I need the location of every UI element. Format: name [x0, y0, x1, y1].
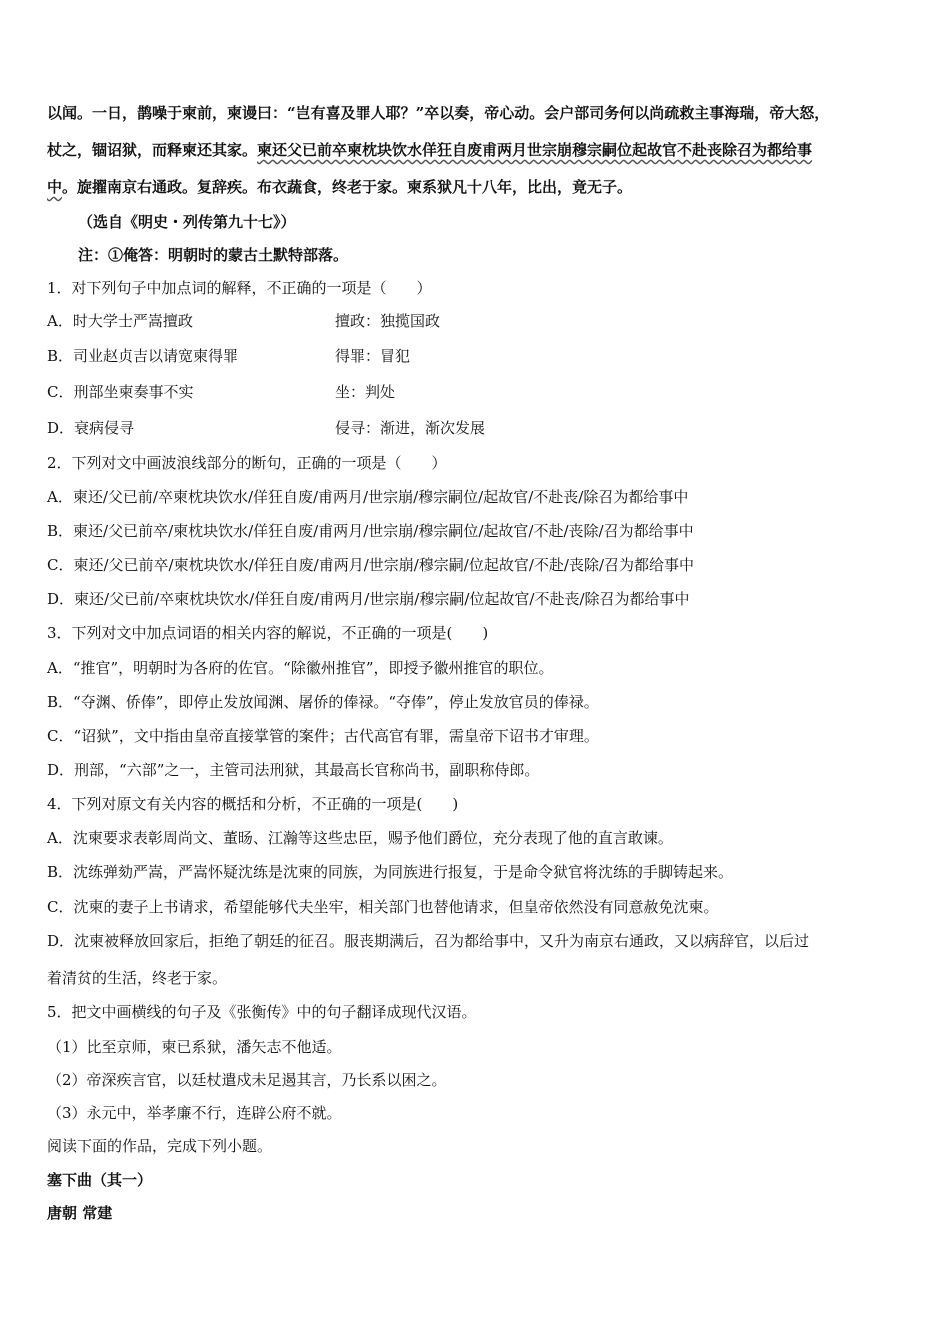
- question-2-option-d: D．柬还/父已前/卒柬枕块饮水/佯狂自废/甫两月/世宗崩/穆宗嗣/位起故官/不赴丧/除召为都给事中: [47, 590, 690, 608]
- passage-text: 。旋擢南京右通政。复辞疾。布衣蔬食，终老于家。柬系狱凡十八年，比出，竟无子。: [62, 178, 633, 196]
- question-5-stem: 5．把文中画横线的句子及《张衡传》中的句子翻译成现代汉语。: [47, 1003, 477, 1021]
- question-1-stem: 1．对下列句子中加点词的解释，不正确的一项是（ ）: [47, 279, 432, 297]
- option-meaning: 擅政：独揽国政: [335, 312, 441, 330]
- option-label: C．刑部坐柬奏事不实: [47, 383, 194, 401]
- question-5-item-2: （2）帝深疾言官，以廷杖遣戍未足遏其言，乃长系以困之。: [47, 1071, 447, 1089]
- question-1-option-b: [47, 346, 410, 366]
- question-3-option-b: B．“夺渊、侨俸”，即停止发放闻渊、屠侨的俸禄。“夺俸”，停止发放官员的俸禄。: [47, 693, 599, 711]
- question-4-option-a: A．沈柬要求表彰周尚文、董旸、江瀚等这些忠臣，赐予他们爵位，充分表现了他的直言敢谏。: [47, 829, 673, 847]
- passage-line-1: 以闻。一日，鹊噪于柬前，柬谩曰：“岂有喜及罪人耶？”卒以奏，帝心动。会户部司务何以尚疏救主事海瑞，帝大怒，: [47, 104, 830, 122]
- option-meaning: 坐：判处: [335, 383, 396, 401]
- reading-instruction: 阅读下面的作品，完成下列小题。: [47, 1137, 273, 1155]
- question-3-option-d: D．刑部，“六部”之一，主管司法刑狱，其最高长官称尚书，副职称侍郎。: [47, 761, 540, 779]
- passage-line-3: [47, 177, 632, 197]
- question-2-option-b: B．柬还/父已前卒/柬枕块饮水/佯狂自废/甫两月/世宗崩/穆宗嗣位/起故官/不赴/丧除/召为都给事中: [47, 522, 694, 540]
- question-4-option-b: B．沈练弹劾严嵩，严嵩怀疑沈练是沈柬的同族，为同族进行报复，于是命令狱官将沈练的手脚铸起来。: [47, 863, 734, 881]
- question-3-option-c: C．“诏狱”，文中指由皇帝直接掌管的案件；古代高官有罪，需皇帝下诏书才审理。: [47, 727, 599, 745]
- question-1-option-d: [47, 418, 485, 438]
- question-1-option-c: [47, 382, 395, 402]
- question-4-option-c: C．沈柬的妻子上书请求，希望能够代夫坐牢，相关部门也替他请求，但皇帝依然没有同意赦免沈柬。: [47, 898, 719, 916]
- question-4-stem: 4．下列对原文有关内容的概括和分析，不正确的一项是( ): [47, 795, 459, 813]
- source-citation: （选自《明史・列传第九十七》）: [78, 213, 296, 231]
- footnote: 注：①俺答：明朝时的蒙古土默特部落。: [78, 246, 349, 264]
- poem-title: 塞下曲（其一）: [47, 1171, 153, 1189]
- question-1-option-a: [47, 311, 440, 331]
- question-3-option-a: A．“推官”，明朝时为各府的佐官。“除徽州推官”，即授予徽州推官的职位。: [47, 659, 554, 677]
- option-label: D．衰病侵寻: [47, 419, 135, 437]
- question-3-stem: 3．下列对文中加点词语的相关内容的解说，不正确的一项是( ): [47, 624, 489, 642]
- question-5-item-3: （3）永元中，举孝廉不行，连辟公府不就。: [47, 1104, 342, 1122]
- option-label: A．时大学士严嵩擅政: [47, 312, 193, 330]
- wavy-underlined-sentence-end: 中: [47, 178, 63, 196]
- question-2-option-a: A．柬还/父已前/卒柬枕块饮水/佯狂自废/甫两月/世宗崩/穆宗嗣位/起故官/不赴丧/除召为都给事中: [47, 488, 689, 506]
- question-4-option-d: D．沈柬被释放回家后，拒绝了朝廷的征召。服丧期满后，召为都给事中，又升为南京右通政，又以病辞官，以后过: [47, 932, 810, 950]
- question-4-option-d-continued: 着清贫的生活，终老于家。: [47, 969, 228, 987]
- passage-text: 杖之，锢诏狱，而释柬还其家。: [47, 141, 258, 159]
- option-label: B．司业赵贞吉以请宽柬得罪: [47, 347, 239, 365]
- option-meaning: 侵寻：渐进，渐次发展: [335, 419, 486, 437]
- poem-author: 唐朝 常建: [47, 1204, 113, 1222]
- passage-line-2: [47, 140, 812, 160]
- question-2-option-c: C．柬还/父已前卒/柬枕块饮水/佯狂自废/甫两月/世宗崩/穆宗嗣/位起故官/不赴/丧除/召为都给事中: [47, 556, 695, 574]
- wavy-underlined-sentence: 柬还父已前卒柬枕块饮水佯狂自废甫两月世宗崩穆宗嗣位起故官不赴丧除召为都给事: [257, 141, 813, 159]
- question-2-stem: 2．下列对文中画波浪线部分的断句，正确的一项是（ ）: [47, 454, 447, 472]
- question-5-item-1: （1）比至京师，柬已系狱，潘矢志不他适。: [47, 1038, 342, 1056]
- option-meaning: 得罪：冒犯: [335, 347, 411, 365]
